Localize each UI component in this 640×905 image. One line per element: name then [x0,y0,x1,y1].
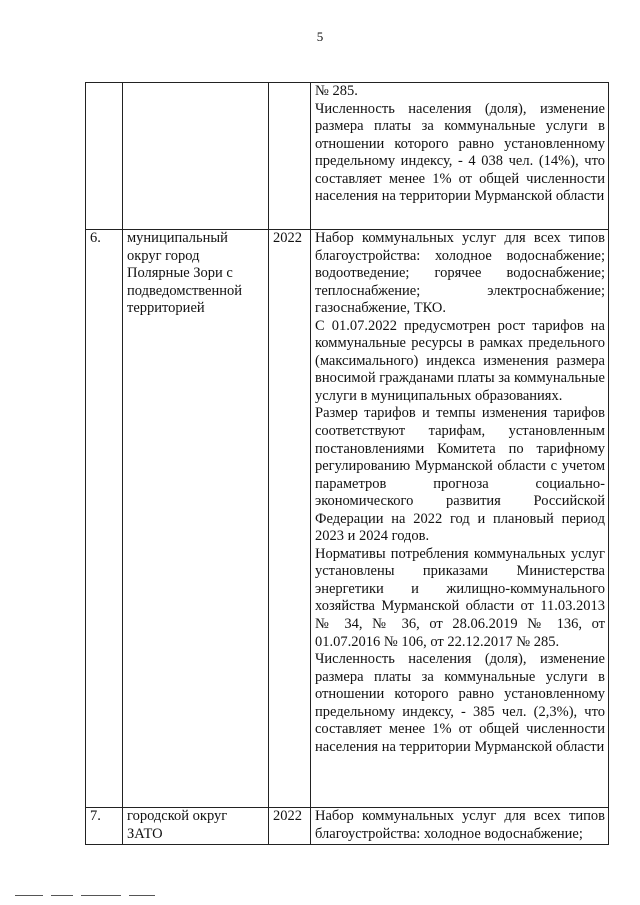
year-cell: 2022 [269,808,311,845]
scan-mark [81,895,121,896]
paragraph: С 01.07.2022 предусмотрен рост тарифов на коммунальные ресурсы в рамках предельного (максимального) индекса изменения размера вносимой гражданами платы за коммунальные услуги в муниципальных образованиях. [315,317,605,404]
paragraph: Набор коммунальных услуг для всех типов благоустройства: холодное водоснабжение; водоотведение; горячее водоснабжение; теплоснабжение; электроснабжение; газоснабжение, ТКО. [315,230,605,317]
paragraph: Численность населения (доля), изменение размера платы за коммунальные услуги в отношении которого равно установленному предельному индексу, - 385 чел. (2,3%), что составляет менее 1% от общей численности населения на территории Мурманской области [315,651,605,755]
tariff-table [85,82,609,845]
municipality-cell: муниципальный округ город Полярные Зори с подведомственной территорией [123,230,269,808]
row-number-cell: 7. [86,808,123,845]
year-cell: 2022 [269,230,311,808]
page-number: 5 [316,29,324,44]
scan-footer-marks [15,895,155,897]
description-cell [311,230,609,808]
row-number-cell: 6. [86,230,123,808]
description-cell [311,83,609,230]
scan-mark [15,895,43,896]
table-row-6 [86,230,609,808]
table-row-7 [86,808,609,845]
row-number-cell [86,83,123,230]
year-cell [269,83,311,230]
description-cell [311,808,609,845]
table-row-continued [86,83,609,230]
paragraph: № 285. [315,83,358,99]
paragraph: Численность населения (доля), изменение размера платы за коммунальные услуги в отношении которого равно установленному предельному индексу, - 4 038 чел. (14%), что составляет менее 1% от общей численности населения на территории Мурманской области [315,100,605,205]
paragraph: Размер тарифов и темпы изменения тарифов соответствуют тарифам, установленным постановлениями Комитета по тарифному регулированию Мурманской области с учетом параметров прогноза социально-экономического развития Российской Федерации на 2022 год и плановый период 2023 и 2024 годов. [315,405,605,545]
scan-mark [129,895,155,896]
municipality-cell [123,83,269,230]
paragraph: Набор коммунальных услуг для всех типов благоустройства: холодное водоснабжение; [315,808,605,842]
paragraph: Нормативы потребления коммунальных услуг установлены приказами Министерства энергетики и жилищно-коммунального хозяйства Мурманской области от 11.03.2013 № 34, № 36, от 28.06.2019 № 136, от 01.07.2016 № 106, от 22.12.2017 № 285. [315,545,605,650]
municipality-cell: городской округ ЗАТО [123,808,269,845]
scan-mark [51,895,73,896]
